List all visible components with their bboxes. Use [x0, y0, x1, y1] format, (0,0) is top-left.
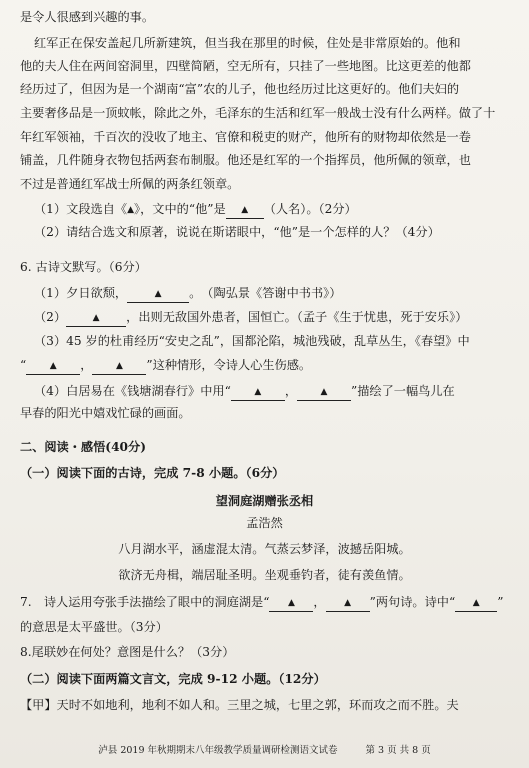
answer-blank[interactable]: ▲ [49, 361, 57, 371]
passage-line: 年红军领袖，千百次的没收了地主、官僚和税吏的财产，他所有的财物却依然是一卷 [20, 130, 471, 144]
question-passage-2: （2）请结合选文和原著，说说在斯诺眼中，“他”是一个怎样的人？（4分） [34, 225, 440, 239]
footer-exam-title: 泸县 2019 年秋期期末八年级教学质量调研检测语文试卷 [98, 745, 338, 756]
q6-item-4-cont: 早春的阳光中嬉戏忙碌的画面。 [20, 406, 191, 420]
answer-blank[interactable]: ▲ [472, 598, 480, 608]
question-7-cont: 的意思是太平盛世。（3分） [20, 620, 168, 634]
poem-line: 欲济无舟楫，端居耻圣明。坐观垂钓者，徒有羡鱼情。 [118, 568, 411, 582]
answer-blank[interactable]: ▲ [287, 598, 295, 608]
passage-line: 红军正在保安盖起几所新建筑，但当我在那里的时候，住处是非常原始的。他和 [34, 36, 461, 50]
answer-blank[interactable]: ▲ [241, 205, 249, 215]
section-header: 二、阅读・感悟(40分) [20, 440, 146, 454]
answer-blank[interactable]: ▲ [254, 387, 262, 397]
passage-line: 主要奢侈品是一顶蚊帐，除此之外，毛泽东的生活和红军一般战士没有什么两样。做了十 [20, 106, 496, 120]
part-header: （一）阅读下面的古诗，完成 7-8 小题。（6分） [20, 466, 285, 480]
answer-blank[interactable]: ▲ [115, 361, 123, 371]
poem-author: 孟浩然 [246, 516, 283, 530]
question-8: 8.尾联妙在何处？意图是什么？（3分） [20, 645, 235, 659]
question-passage-1: （1）文段选自《▲》，文中的“他”是 ▲ （人名）。（2分） [34, 202, 357, 219]
passage-line: 经历过了，但因为是一个湖南“富”农的儿子，他也经历过比这更好的。他们夫妇的 [20, 82, 460, 96]
classical-text-jia: 【甲】天时不如地利，地利不如人和。三里之城，七里之郭，环而攻之而不胜。夫 [20, 698, 459, 712]
question-7: 7. 诗人运用夸张手法描绘了眼中的洞庭湖是“ ▲ ， ▲ ”两句诗。诗中“ ▲ ” [20, 595, 503, 612]
q6-item-1: （1）夕日欲颓， ▲ 。 （陶弘景《答谢中书书》） [34, 286, 341, 303]
q6-item-3: （3）45 岁的杜甫经历“安史之乱”，国都沦陷，城池残破，乱草丛生，《春望》中 [34, 334, 470, 348]
passage-line: 不过是普通红军战士所佩的两条红领章。 [20, 177, 240, 191]
answer-blank[interactable]: ▲ [344, 598, 352, 608]
answer-blank[interactable]: ▲ [154, 289, 162, 299]
poem-title: 望洞庭湖赠张丞相 [215, 494, 314, 508]
passage-line: 铺盖，几件随身衣物包括两套布制服。他还是红军的一个指挥员，他所佩的领章，也 [20, 153, 471, 167]
passage-line: 是令人很感到兴趣的事。 [20, 10, 155, 24]
answer-blank[interactable]: ▲ [92, 313, 100, 323]
footer-page-number: 第 3 页 共 8 页 [365, 745, 431, 756]
q6-item-3-cont: “ ▲ ， ▲ ”这种情形，令诗人心生伤感。 [20, 358, 311, 375]
part-header: （二）阅读下面两篇文言文，完成 9-12 小题。（12分） [20, 672, 326, 686]
q6-item-2: （2） ▲ ，出则无敌国外患者，国恒亡。（孟子《生于忧患，死于安乐》） [34, 310, 467, 327]
answer-blank[interactable]: ▲ [320, 387, 328, 397]
passage-line: 他的夫人住在两间窑洞里，四壁简陋，空无所有，只挂了一些地图。比这更差的他都 [20, 59, 471, 73]
answer-blank[interactable]: ▲ [127, 205, 134, 215]
page-footer [0, 742, 529, 756]
poem-line: 八月湖水平，涵虚混太清。气蒸云梦泽，波撼岳阳城。 [118, 542, 411, 556]
q6-title: 6. 古诗文默写。（6分） [20, 260, 147, 274]
q6-item-4: （4）白居易在《钱塘湖春行》中用“ ▲ ， ▲ ”描绘了一幅鸟儿在 [34, 384, 455, 401]
